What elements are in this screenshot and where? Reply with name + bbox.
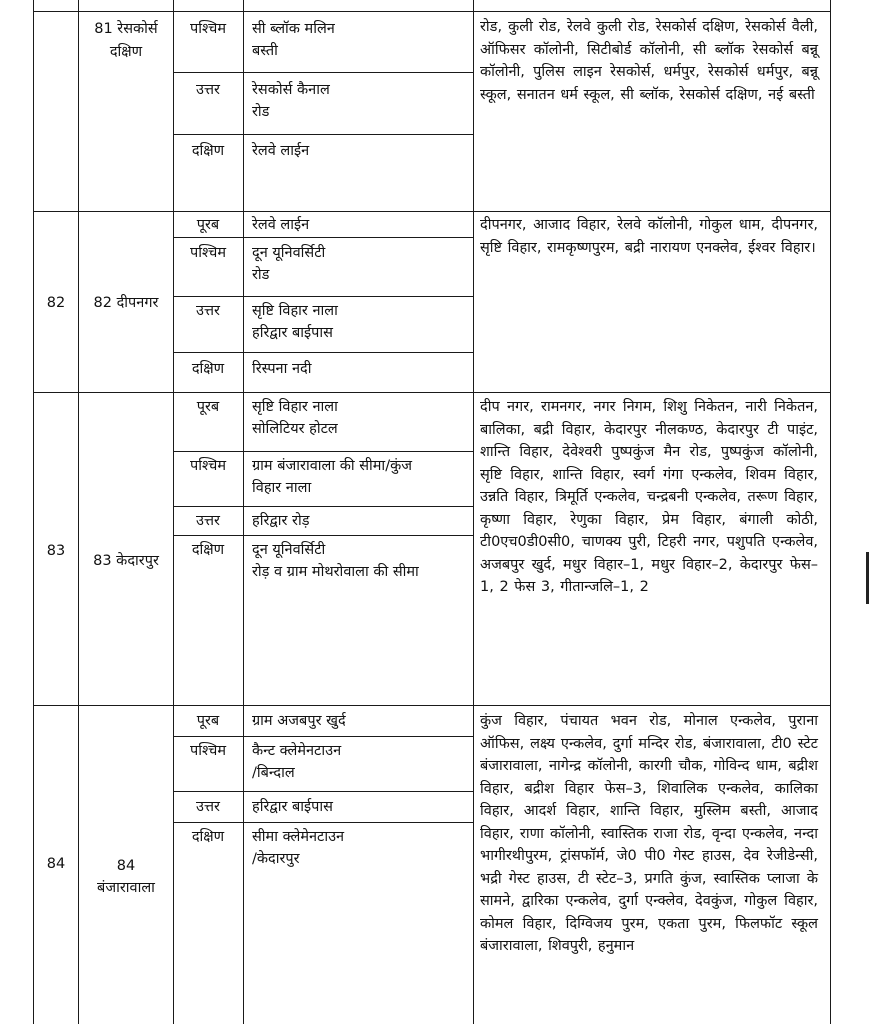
boundary-direction: दक्षिण [191, 143, 225, 159]
boundary-text-line2: हरिद्वार बाईपास [252, 325, 333, 341]
subrow-line [173, 535, 473, 536]
boundary-text-line1: सीमा क्लेमेनटाउन [252, 829, 345, 845]
boundary-direction: पश्चिम [189, 245, 227, 261]
boundary-direction: पश्चिम [189, 458, 227, 474]
boundary-text-line2: रोड़ व ग्राम मोथरोवाला की सीमा [252, 564, 419, 580]
subrow-line [173, 296, 473, 297]
row-line [33, 211, 830, 212]
col-line [33, 0, 34, 1024]
ward-name: 82 दीपनगर [93, 295, 159, 311]
covered-areas: दीप नगर, रामनगर, नगर निगम, शिशु निकेतन, नारी निकेतन, बालिका, बद्री विहार, केदारपुर नीलकण्ठ, केदारपुर टी पाइंट, शान्ति विहार, देवेश्वरी पुष्पकुंज मैन रोड, पुष्पकुंज कॉलोनी, सृष्टि विहार, शान्ति विहार, स्वर्ग गंगा एन्कलेव, शिवम विहार, उन्नति विहार, त्रिमूर्ति एन्कलेव, चन्द्रबनी एन्कलेव, तरूण विहार, कृष्णा विहार, रेणुका विहार, प्रेम विहार, बंगाली कोठी, टी0एच0डी0सी0, चाणक्य पुरी, टिहरी नगर, पशुपति एन्कलेव, अजबपुर खुर्द, मधुर विहार–1, मधुर विहार–2, केदारपुर फेस–1, 2 फेस 3, गीतान्जलि–1, 2 [480, 399, 818, 595]
boundary-text-line2: /बिन्दाल [252, 765, 295, 781]
covered-areas: कुंज विहार, पंचायत भवन रोड, मोनाल एन्कलेव, पुराना ऑफिस, लक्ष्य एन्कलेव, दुर्गा मन्दिर रोड, बंजारावाला, टी0 स्टेट बंजारावाला, नागेन्द्र कॉलोनी, कारगी चौक, गोविन्द धाम, बद्रीश विहार, बद्रीश विहार फेस–3, शिवालिक एन्कलेव, कालिका विहार, आदर्श विहार, शान्ति विहार, मुस्लिम बस्ती, आजाद विहार, राणा कॉलोनी, स्वास्तिक राजा रोड, वृन्दा एन्कलेव, नन्दा भागीरथीपुरम, ट्रांसफॉर्म, जे0 पी0 गेस्ट हाउस, देव रेजीडेन्सी, भद्री गेस्ट हाउस, टी स्टेट–3, प्रगति कुंज, स्वास्तिक प्लाजा के सामने, द्वारिका एन्कलेव, दुर्गा एन्क्लेव, देवकुंज, गोकुल विहार, कोमल विहार, दिग्विजय पुरम, एकता पुरम, फिलफॉट स्कूल बंजारावाला, शिवपुरी, हनुमान [480, 713, 818, 954]
boundary-direction: पश्चिम [189, 743, 227, 759]
boundary-direction: उत्तर [196, 82, 220, 98]
boundary-direction: दक्षिण [191, 542, 225, 558]
covered-areas: दीपनगर, आजाद विहार, रेलवे कॉलोनी, गोकुल धाम, दीपनगर, सृष्टि विहार, रामकृष्णपुरम, बद्री नारायण एनक्लेव, ईश्वर विहार। [480, 217, 818, 256]
boundary-text-line2: सोलिटियर होटल [252, 421, 338, 437]
row-line [33, 392, 830, 393]
row-line [33, 11, 830, 12]
boundary-direction: पूरब [196, 713, 220, 729]
ward-name: बंजारावाला [97, 880, 155, 896]
boundary-text-line1: दून यूनिवर्सिटी [252, 245, 326, 261]
boundary-text-line1: दून यूनिवर्सिटी [252, 542, 326, 558]
subrow-line [173, 822, 473, 823]
col-line [830, 0, 831, 1024]
scan-edge [866, 552, 869, 604]
boundary-text-line1: ग्राम बंजारावाला की सीमा/कुंज [252, 458, 412, 474]
subrow-line [173, 72, 473, 73]
boundary-direction: पूरब [196, 399, 220, 415]
boundary-text-line1: रिस्पना नदी [252, 361, 312, 377]
ward-name: 83 केदारपुर [93, 553, 159, 569]
boundary-text-line1: ग्राम अजबपुर खुर्द [252, 713, 346, 729]
boundary-text-line1: रेलवे लाईन [252, 217, 310, 233]
boundary-text-line1: सी ब्लॉक मलिन [252, 21, 335, 37]
subrow-line [173, 736, 473, 737]
col-line [78, 0, 79, 1024]
boundary-direction: दक्षिण [191, 829, 225, 845]
serial-number: 83 [46, 543, 66, 559]
col-line [243, 0, 244, 1024]
subrow-line [173, 451, 473, 452]
subrow-line [173, 791, 473, 792]
boundary-text-line1: रेलवे लाईन [252, 143, 310, 159]
subrow-line [173, 506, 473, 507]
ward-name: 81 रेसकोर्स दक्षिण [94, 21, 158, 60]
serial-number: 82 [46, 295, 66, 311]
boundary-direction: उत्तर [196, 513, 220, 529]
boundary-text-line1: रेसकोर्स कैनाल [252, 82, 330, 98]
boundary-text-line1: हरिद्वार बाईपास [252, 799, 333, 815]
boundary-direction: दक्षिण [191, 361, 225, 377]
col-line [173, 0, 174, 1024]
boundary-text-line2: रोड [252, 267, 270, 283]
boundary-text-line1: कैन्ट क्लेमेनटाउन [252, 743, 342, 759]
boundary-text-line2: रोड [252, 104, 270, 120]
col-line [473, 0, 474, 1024]
boundary-text-line2: /केदारपुर [252, 851, 300, 867]
serial-number: 84 [46, 856, 66, 872]
boundary-text-line1: सृष्टि विहार नाला [252, 399, 338, 415]
boundary-direction: उत्तर [196, 303, 220, 319]
boundary-text-line1: हरिद्वार रोड़ [252, 513, 310, 529]
subrow-line [173, 134, 473, 135]
boundary-text-line2: विहार नाला [252, 480, 312, 496]
subrow-line [173, 352, 473, 353]
boundary-direction: पश्चिम [189, 21, 227, 37]
covered-areas: रोड, कुली रोड, रेलवे कुली रोड, रेसकोर्स दक्षिण, रेसकोर्स वैली, ऑफिसर कॉलोनी, सिटीबोर्ड कॉलोनी, सी ब्लॉक रेसकोर्स बन्नू कॉलोनी, पुलिस लाइन रेसकोर्स, धर्मपुर, रेसकोर्स धर्मपुर, बन्नू स्कूल, सनातन धर्म स्कूल, सी ब्लॉक, रेसकोर्स दक्षिण, नई बस्ती [480, 19, 818, 103]
boundary-text-line1: सृष्टि विहार नाला [252, 303, 338, 319]
boundary-text-line2: बस्ती [252, 43, 278, 59]
boundary-direction: पूरब [196, 217, 220, 233]
boundary-direction: उत्तर [196, 799, 220, 815]
ward-number: 84 [116, 858, 136, 874]
row-line [33, 705, 830, 706]
subrow-line [173, 237, 473, 238]
